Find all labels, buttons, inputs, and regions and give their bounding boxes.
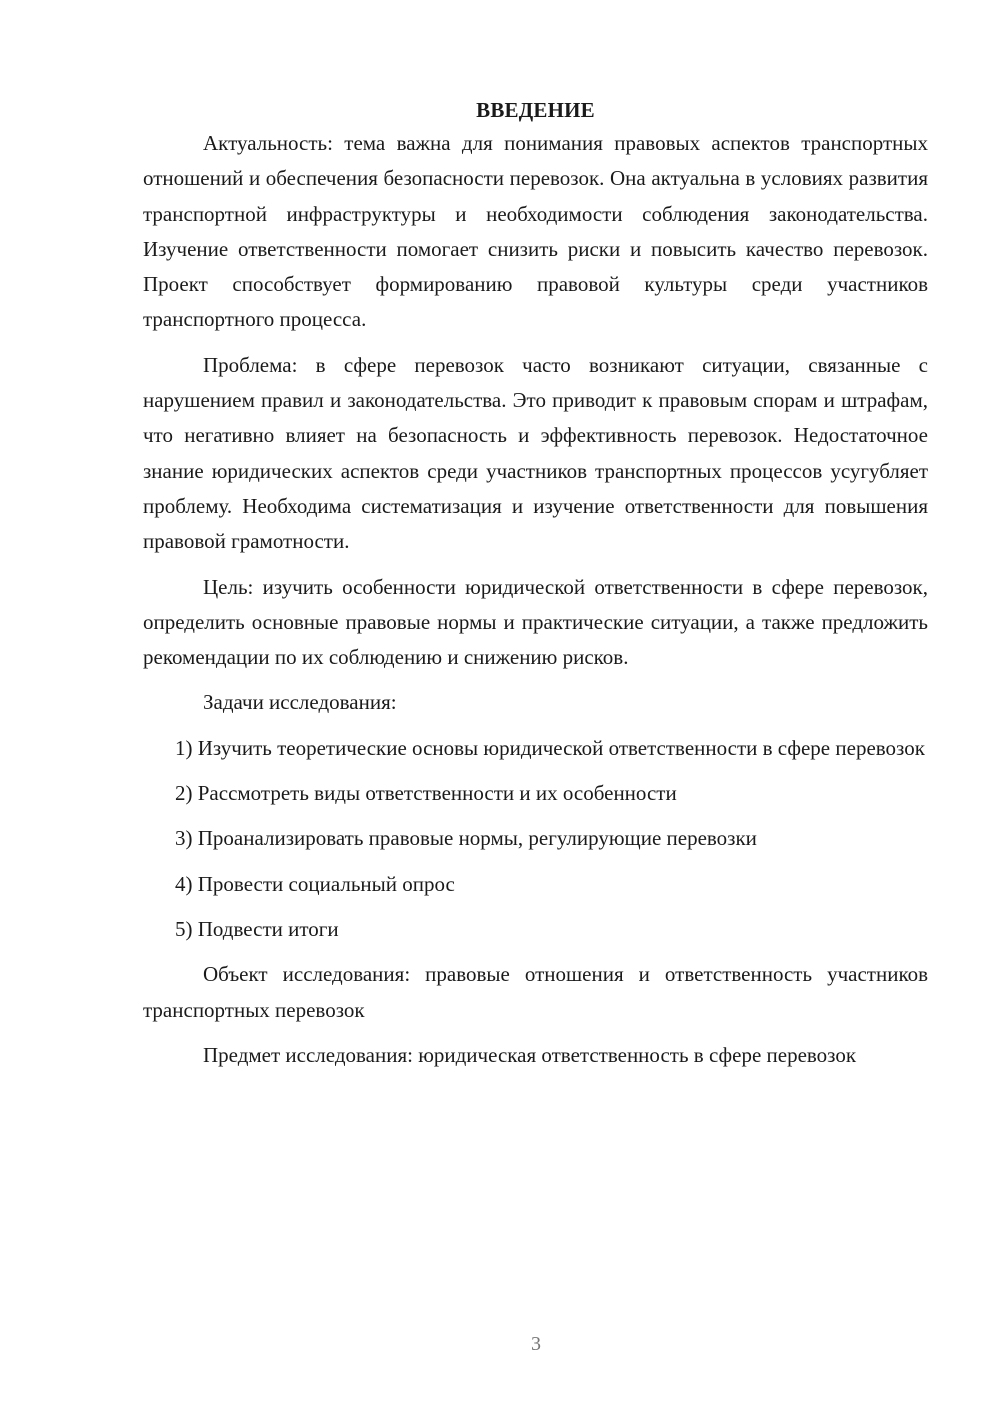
relevance-paragraph: Актуальность: тема важна для понимания правовых аспектов транспортных отношений и обеспечения безопасности перевозок. Она актуальна в условиях развития транспортной инфраструктуры и необходимости соблюдения законодательства. Изучение ответственности помогает снизить риски и повысить качество перевозок. Проект способствует формированию правовой культуры среди участников транспортного процесса. — [143, 131, 928, 332]
task-item-4: 4) Провести социальный опрос — [175, 871, 455, 896]
task-item-2: 2) Рассмотреть виды ответственности и их особенности — [175, 781, 677, 806]
document-page — [143, 94, 928, 1083]
tasks-title: Задачи исследования: — [203, 690, 397, 715]
object-paragraph: Объект исследования: правовые отношения и ответственность участников транспортных перевозок — [143, 962, 928, 1022]
problem-paragraph: Проблема: в сфере перевозок часто возникают ситуации, связанные с нарушением правил и законодательства. Это приводит к правовым спорам и штрафам, что негативно влияет на безопасность и эффективность перевозок. Недостаточное знание юридических аспектов среди участников транспортных процессов усугубляет проблему. Необходима систематизация и изучение ответственности для повышения правовой грамотности. — [143, 352, 928, 554]
page-number: 3 — [531, 1333, 541, 1355]
task-item-5: 5) Подвести итоги — [175, 916, 339, 941]
page-title: ВВЕДЕНИЕ — [476, 98, 595, 122]
task-item-3: 3) Проанализировать правовые нормы, регулирующие перевозки — [175, 826, 757, 851]
task-item-1: 1) Изучить теоретические основы юридической ответственности в сфере перевозок — [175, 735, 925, 760]
goal-paragraph: Цель: изучить особенности юридической ответственности в сфере перевозок, определить основные правовые нормы и практические ситуации, а также предложить рекомендации по их соблюдению и снижению рисков. — [143, 574, 928, 670]
subject-paragraph: Предмет исследования: юридическая ответственность в сфере перевозок — [203, 1042, 857, 1067]
